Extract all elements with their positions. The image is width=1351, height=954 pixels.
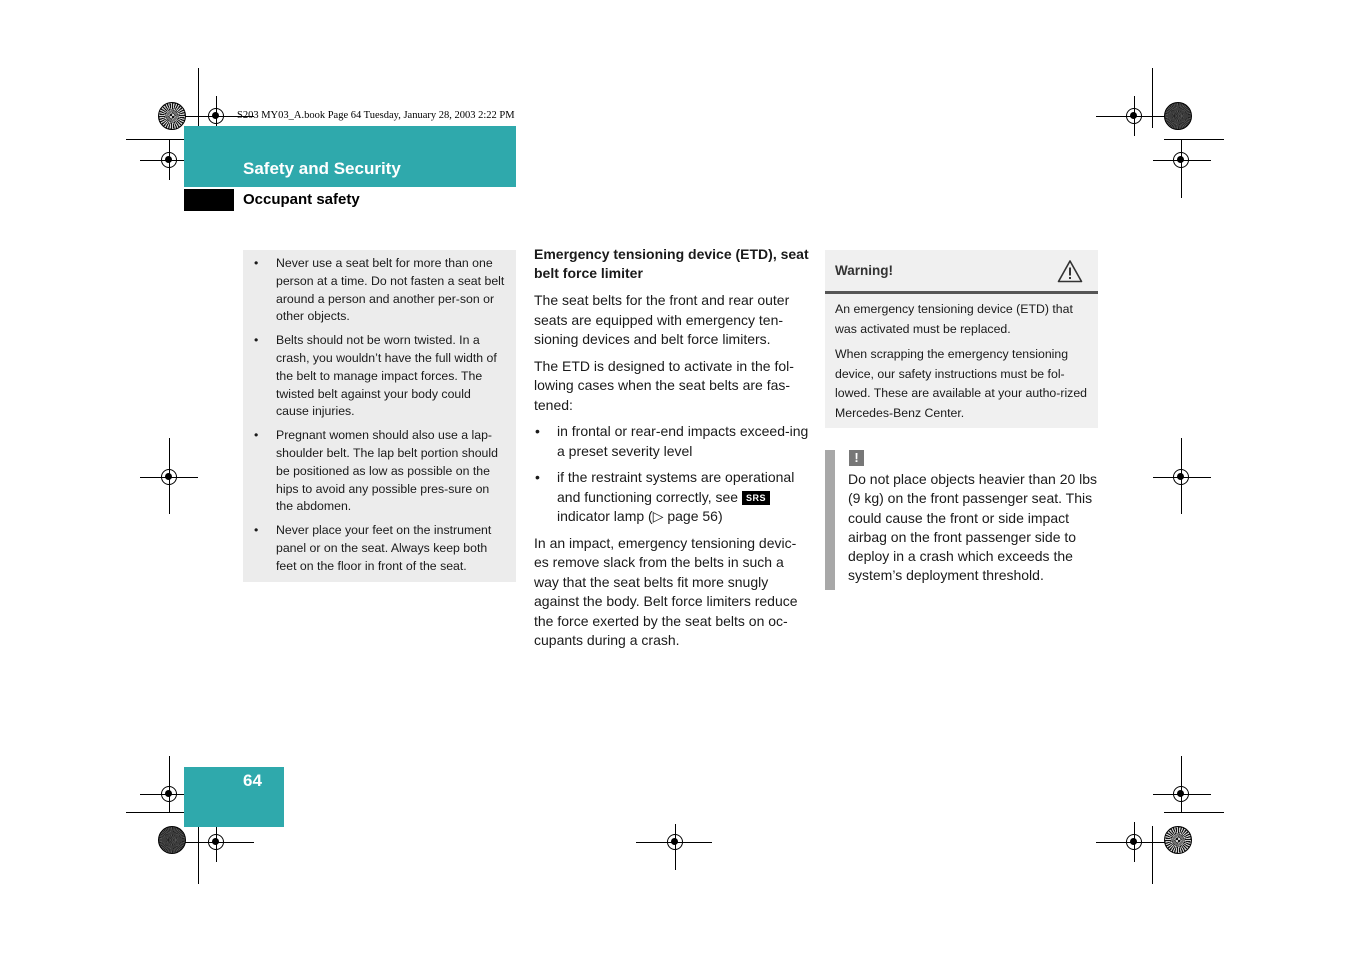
page-reference-link[interactable]: indicator lamp (▷ page 56) (557, 508, 723, 524)
condition-text: if the restraint systems are operational and functioning correctly, see (557, 469, 795, 505)
srs-indicator-icon: SRS (742, 491, 770, 505)
etd-section (534, 245, 810, 658)
page-number: 64 (243, 771, 262, 790)
notice-bar (825, 450, 835, 590)
exclamation-icon: ! (849, 450, 864, 466)
etd-heading: Emergency tensioning device (ETD), seat belt force limiter (534, 246, 809, 281)
etd-paragraph-1: The seat belts for the front and rear outer seats are equipped with emergency ten-sioning devices and belt force limiters. (534, 292, 790, 347)
warning-paragraph-2: When scrapping the emergency tensioning device, our safety instructions must be fol-lowed. These are available at your autho-rized Mercedes-Benz Center. (835, 347, 1088, 420)
list-item: • Never place your feet on the instrument panel or on the seat. Always keep both feet on the floor in front of the seat. (253, 522, 506, 575)
warning-label: Warning! (835, 263, 893, 278)
section-title: Safety and Security (243, 159, 401, 178)
warning-triangle-icon (1057, 259, 1083, 283)
etd-paragraph-2: The ETD is designed to activate in the fol-lowing cases when the seat belts are fas-tened: (534, 357, 794, 413)
subsection-marker (184, 189, 234, 211)
list-item: • in frontal or rear-end impacts exceed-ing a preset severity level (534, 422, 810, 461)
warning-paragraph-1: An emergency tensioning device (ETD) that was activated must be replaced. (835, 302, 1073, 336)
list-item: • Pregnant women should also use a lap-shoulder belt. The lap belt portion should be positioned as low as possible on the hips to avoid any possible pres-sure on the abdomen. (253, 427, 506, 516)
list-item: • Never use a seat belt for more than one person at a time. Do not fasten a seat belt around a person and another per-son or other objects. (253, 255, 506, 326)
warning-box (825, 250, 1098, 428)
warning-body (835, 300, 1091, 429)
safety-tips-list (243, 250, 516, 576)
list-item (534, 468, 810, 527)
page-number-box (184, 767, 284, 827)
file-info-line: S203 MY03_A.book Page 64 Tuesday, January 28, 2003 2:22 PM (237, 110, 515, 121)
etd-paragraph-3: In an impact, emergency tensioning devic-es remove slack from the belts in such a way that the seat belts fit more snugly against the body. Belt force limiters reduce the force exerted by the seat belts on oc-cupants during a crash. (534, 534, 798, 648)
etd-conditions-list (534, 422, 810, 527)
safety-tips-box (243, 250, 516, 582)
notice-text: Do not place objects heavier than 20 lbs (9 kg) on the front passenger seat. This could cause the front or side impact airbag on the front passenger side to deploy in a crash which exceeds the system’s deployment threshold. (848, 471, 1098, 584)
list-item: • Belts should not be worn twisted. In a crash, you wouldn’t have the full width of the belt to manage impact forces. The twisted belt against your body could cause injuries. (253, 332, 506, 421)
subsection-title: Occupant safety (243, 191, 360, 208)
warning-header (825, 250, 1098, 294)
